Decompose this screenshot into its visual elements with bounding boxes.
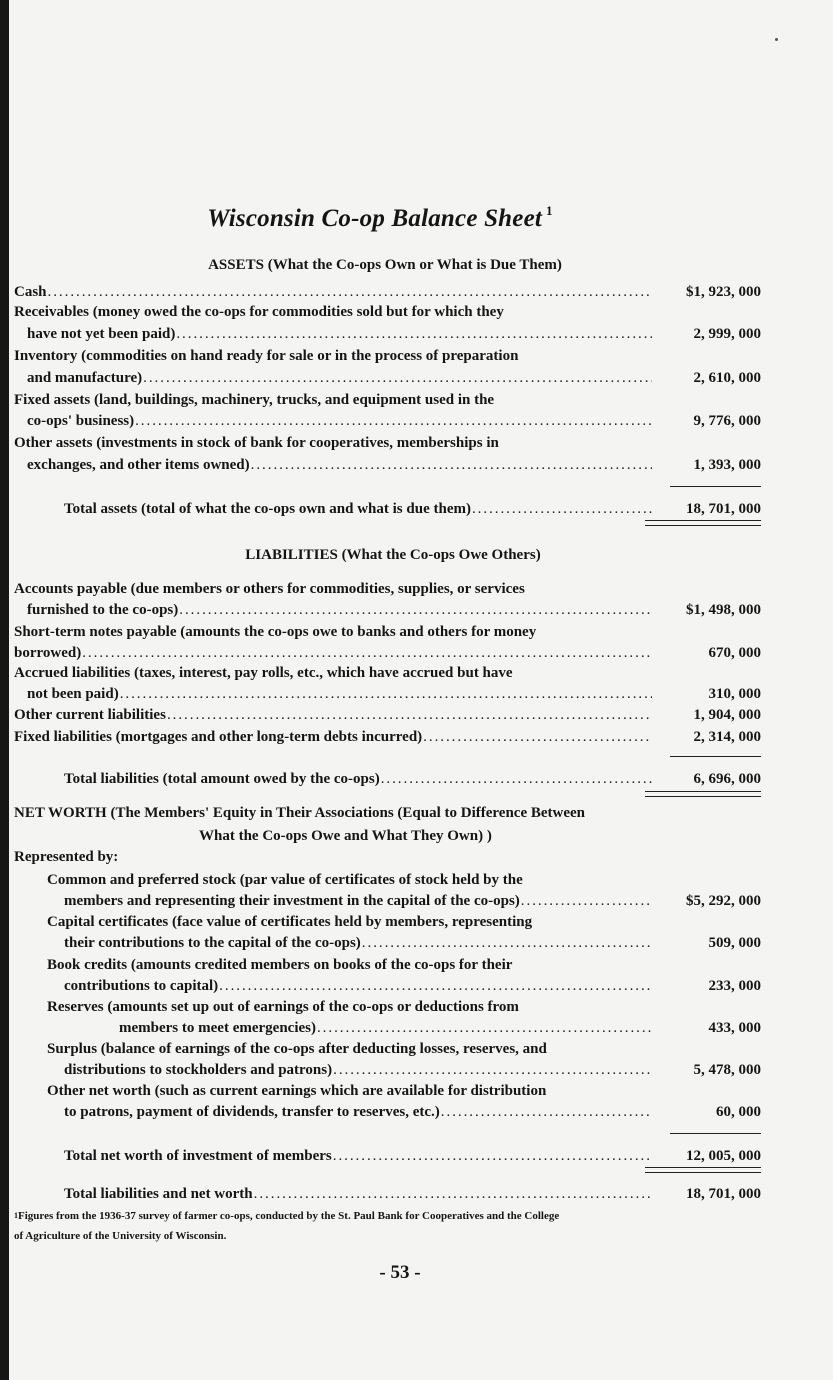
asset-value: $1, 923, 000 [686,284,761,300]
net-worth-value: $5, 292, 000 [686,893,761,909]
asset-fixed-row-l2: co-ops' business) . . . 9, 776, 000 [27,410,761,432]
net-worth-subtotal-rule [670,1133,761,1134]
footnote [14,1206,764,1246]
represented-by-label: Represented by: [14,849,119,865]
asset-inventory-row-l1: Inventory (commodities on hand ready for sale or in the process of preparation [14,348,519,364]
net-worth-value: 60, 000 [716,1104,761,1120]
page-title: Wisconsin Co-op Balance Sheet $^1$ [207,203,553,232]
grand-total-value: 18, 701, 000 [686,1186,761,1202]
scan-speck [775,38,778,41]
nw-surplus-row-l2: distributions to stockholders and patrons) . . . 5, 478, 000 [64,1059,761,1081]
title-footnote-marker: 1 [546,203,553,218]
liab-notes-row-l2: borrowed) . . . 670, 000 [14,642,761,664]
total-liabilities-row: Total liabilities (total amount owed by the co-ops) . . . 6, 696, 000 [64,768,761,790]
nw-surplus-row-l1: Surplus (balance of earnings of the co-ops after deducting losses, reserves, and [47,1041,547,1057]
footnote-line-1: $^1$Figures from the 1936-37 survey of farmer co-ops, conducted by the St. Paul Bank for Cooperatives and the College [14,1210,560,1222]
footnote-line-2: of Agriculture of the University of Wisconsin. [14,1230,227,1242]
asset-receivables-row-l1: Receivables (money owed the co-ops for commodities sold but for which they [14,304,504,320]
total-assets-value: 18, 701, 000 [686,501,761,517]
liab-accrued-row-l1: Accrued liabilities (taxes, interest, pay rolls, etc., which have accrued but have [14,665,513,681]
asset-other-row-l2: exchanges, and other items owned) . . . 1, 393, 000 [27,454,761,476]
nw-reserves-row-l2: members to meet emergencies) . . . 433, 000 [119,1017,761,1039]
total-net-worth-row: Total net worth of investment of members . . . 12, 005, 000 [64,1145,761,1167]
nw-capital-row-l2: their contributions to the capital of the co-ops) . . . 509, 000 [64,932,761,954]
liability-value: 1, 904, 000 [693,707,761,723]
asset-value: 2, 999, 000 [693,326,761,342]
liability-value: 2, 314, 000 [693,729,761,745]
assets-double-rule [645,520,761,526]
liab-accounts-row-l1: Accounts payable (due members or others for commodities, supplies, or services [14,581,525,597]
nw-reserves-row-l1: Reserves (amounts set up out of earnings of the co-ops or deductions from [47,999,519,1015]
liab-accounts-row-l2: furnished to the co-ops) . . . $1, 498, 000 [27,599,761,621]
total-liabilities-value: 6, 696, 000 [693,771,761,787]
nw-other-row-l2: to patrons, payment of dividends, transfer to reserves, etc.) . . . 60, 000 [64,1101,761,1123]
asset-other-row-l1: Other assets (investments in stock of bank for cooperatives, memberships in [14,435,499,451]
total-assets-row: Total assets (total of what the co-ops own and what is due them) . . . 18, 701, 000 [64,498,761,520]
liabilities-subtotal-rule [670,756,761,757]
nw-book-credits-row-l2: contributions to capital) . . . 233, 000 [64,975,761,997]
liab-fixed-row: Fixed liabilities (mortgages and other long-term debts incurred) . . . 2, 314, 000 [14,726,761,748]
asset-cash-row: Cash . . . $1, 923, 000 [14,281,761,303]
liab-other-current-row: Other current liabilities . . . 1, 904, 000 [14,704,761,726]
net-worth-double-rule [645,1167,761,1173]
liab-notes-row-l1: Short-term notes payable (amounts the co-ops owe to banks and others for money [14,624,537,640]
asset-inventory-row-l2: and manufacture) . . . 2, 610, 000 [27,367,761,389]
nw-stock-row-l2: members and representing their investment in the capital of the co-ops) . . . $5, 292, 000 [64,890,761,912]
nw-stock-row-l1: Common and preferred stock (par value of certificates of stock held by the [47,872,523,888]
nw-book-credits-row-l1: Book credits (amounts credited members on books of the co-ops for their [47,957,513,973]
asset-receivables-row-l2: have not yet been paid) . . . 2, 999, 000 [27,323,761,345]
liability-value: 310, 000 [708,686,761,702]
total-net-worth-value: 12, 005, 000 [686,1148,761,1164]
net-worth-value: 433, 000 [708,1020,761,1036]
liability-value: 670, 000 [708,645,761,661]
asset-value: 2, 610, 000 [693,370,761,386]
nw-other-row-l1: Other net worth (such as current earnings which are available for distribution [47,1083,547,1099]
liabilities-heading: LIABILITIES (What the Co-ops Owe Others) [245,547,541,563]
assets-subtotal-rule [670,486,761,487]
asset-value: 9, 776, 000 [693,413,761,429]
nw-capital-row-l1: Capital certificates (face value of certificates held by members, representing [47,914,533,930]
net-worth-value: 233, 000 [708,978,761,994]
liabilities-double-rule [645,791,761,797]
asset-fixed-row-l1: Fixed assets (land, buildings, machinery, trucks, and equipment used in the [14,392,495,408]
liability-value: $1, 498, 000 [686,602,761,618]
footnote-marker: 1 [14,1211,18,1220]
grand-total-row: Total liabilities and net worth . . . 18, 701, 000 [64,1183,761,1205]
liab-accrued-row-l2: not been paid) . . . 310, 000 [27,683,761,705]
net-worth-value: 5, 478, 000 [693,1062,761,1078]
net-worth-value: 509, 000 [708,935,761,951]
assets-heading: ASSETS (What the Co-ops Own or What is Due Them) [208,257,562,273]
net-worth-heading: NET WORTH (The Members' Equity in Their Associations (Equal to Difference Between What the Co-ops Owe and What They Own) ) [14,805,586,844]
page-number: - 53 - [379,1262,421,1283]
asset-value: 1, 393, 000 [693,457,761,473]
